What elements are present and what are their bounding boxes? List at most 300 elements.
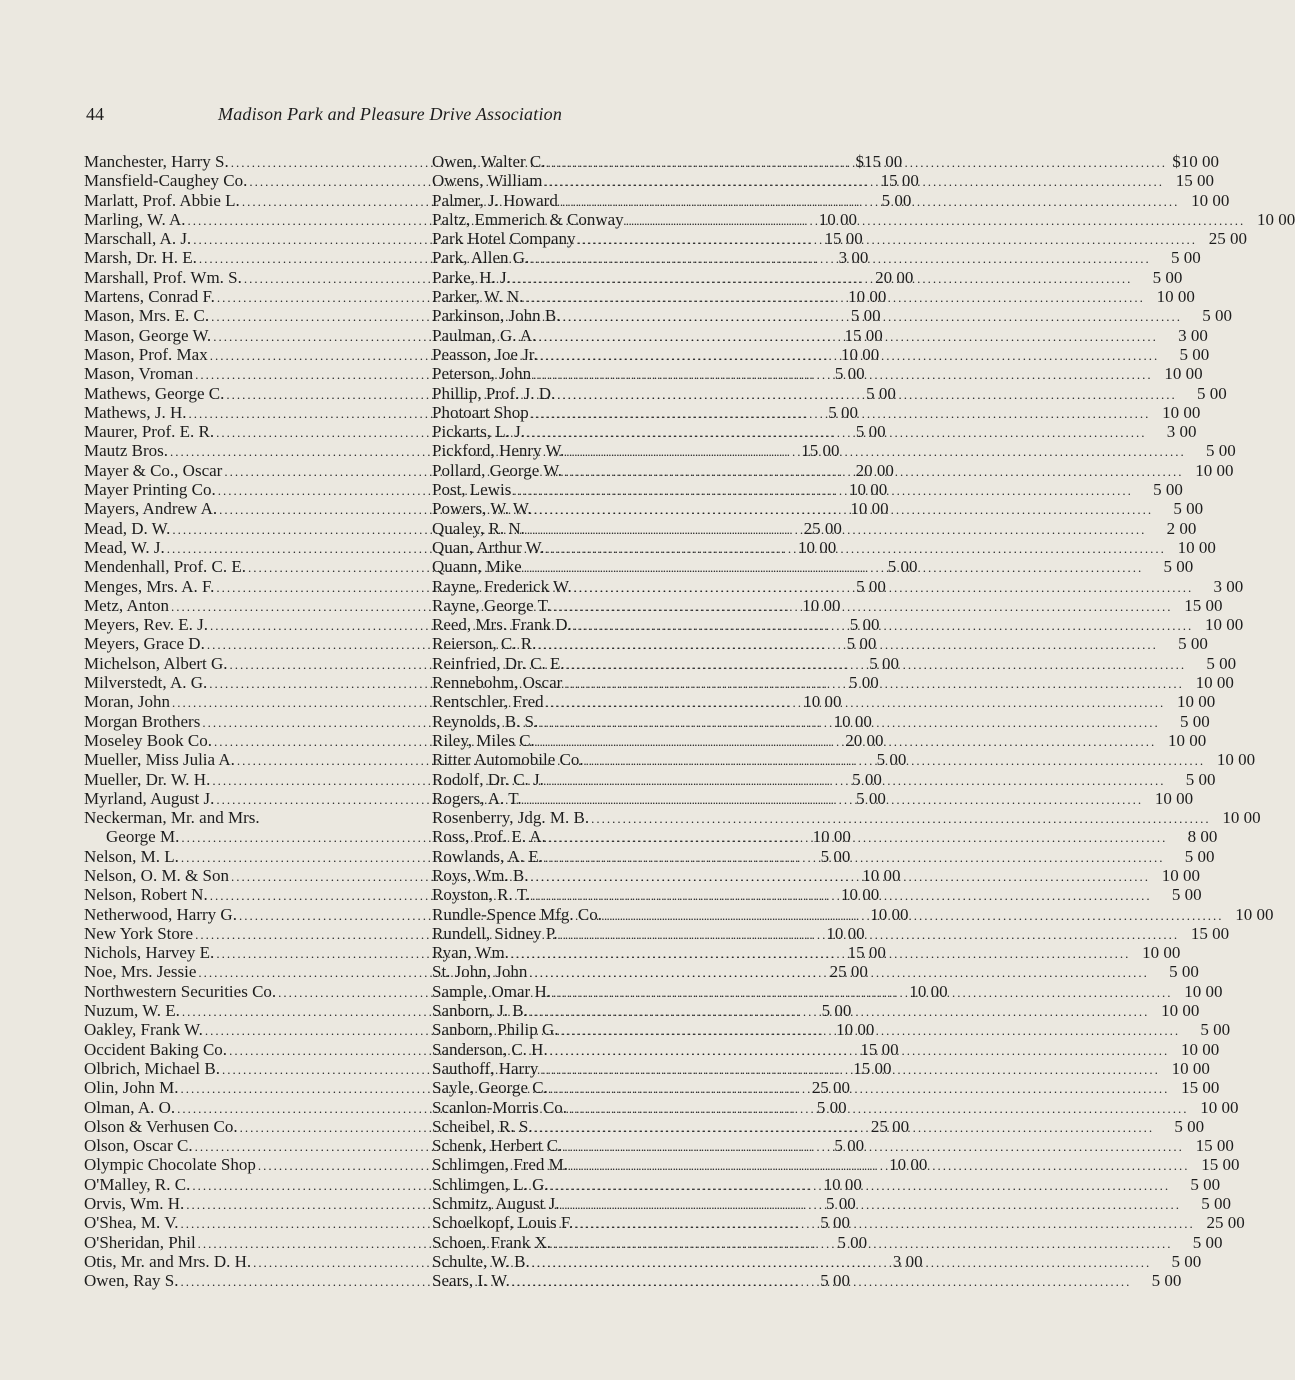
contribution-amount: 5 00 <box>820 1271 850 1291</box>
contributor-name: Owen, Ray S. <box>84 1271 179 1291</box>
contribution-amount: 10 00 <box>1176 692 1216 712</box>
contribution-amount: 15 00 <box>853 1058 892 1078</box>
contribution-amount: 10 00 <box>1205 615 1244 635</box>
contribution-amount: 15 00 <box>860 1039 899 1059</box>
dot-leader <box>570 1156 1190 1175</box>
contribution-amount: 10 00 <box>909 981 948 1001</box>
contribution-amount: 5 00 <box>1173 499 1204 519</box>
contributor-name: Marling, W. A. <box>84 209 186 229</box>
contribution-amount: 15 00 <box>1175 171 1214 191</box>
list-item <box>432 287 1195 307</box>
contributor-name: Reed, Mrs. Frank D. <box>432 615 572 635</box>
dot-leader <box>569 1099 1189 1118</box>
contributor-name: Morgan Brothers <box>84 711 201 731</box>
contribution-amount: 10 00 <box>1184 981 1223 1001</box>
dot-leader <box>550 1041 1170 1060</box>
contribution-amount: 10 00 <box>1222 808 1261 828</box>
dot-leader <box>532 886 1152 905</box>
contribution-amount: 10 00 <box>1164 364 1203 384</box>
list-item <box>432 981 1223 1001</box>
dot-leader <box>553 1234 1173 1253</box>
contribution-amount: 5 00 <box>821 1001 852 1021</box>
contribution-amount: 10 00 <box>840 885 880 905</box>
contribution-amount: 15 00 <box>801 441 840 461</box>
page-header <box>86 104 656 130</box>
contributor-name: Pollard, George W. <box>432 460 563 480</box>
contribution-amount: 15 00 <box>847 943 886 963</box>
contribution-amount: 25 00 <box>829 962 868 982</box>
dot-leader <box>561 1021 1181 1040</box>
contribution-amount: 10 00 <box>1171 1058 1210 1078</box>
contribution-amount: 5 00 <box>856 788 886 808</box>
contribution-amount: 25 00 <box>1206 1213 1245 1233</box>
list-item <box>432 1232 1223 1252</box>
dot-leader <box>540 713 1160 732</box>
contributor-name: St. John, John <box>432 962 528 982</box>
dot-leader <box>531 404 1151 423</box>
dot-leader <box>562 1195 1182 1214</box>
dot-leader <box>540 346 1160 365</box>
contribution-amount: 5 00 <box>1200 1020 1231 1040</box>
contributor-name: Post, Lewis <box>432 480 512 500</box>
contribution-amount: 10 00 <box>840 344 880 364</box>
contributor-name: Mayer Printing Co. <box>84 480 216 500</box>
contributor-name: Peasson, Joe Jr. <box>432 344 538 364</box>
list-item <box>432 808 1261 828</box>
contribution-amount: 5 00 <box>850 306 881 326</box>
contributor-name: Olin, John M. <box>84 1078 179 1098</box>
contribution-amount: 10 00 <box>802 595 841 615</box>
contributor-name: Nuzum, W. E. <box>84 1001 180 1021</box>
list-item <box>432 846 1215 866</box>
contributor-name: George M. <box>106 827 180 847</box>
contributor-name: Menges, Mrs. A. F. <box>84 576 215 596</box>
dot-leader <box>533 365 1153 384</box>
contributor-name: Nelson, Robert N. <box>84 885 208 905</box>
dot-leader <box>524 558 1144 577</box>
dot-leader <box>545 848 1165 867</box>
contributor-name: Mason, Vroman <box>84 364 194 384</box>
dot-leader <box>551 1176 1171 1195</box>
contribution-amount: 15 00 <box>1184 595 1223 615</box>
contributor-name: Sears, I. W. <box>432 1271 510 1291</box>
contributor-name: Mason, Prof. Max <box>84 344 208 364</box>
contribution-amount: 5 00 <box>820 846 851 866</box>
contribution-amount: 10 00 <box>803 692 842 712</box>
contribution-amount: 10 00 <box>889 1155 928 1175</box>
list-item <box>432 171 1214 191</box>
contributor-name: Pickarts, L. J. <box>432 422 526 442</box>
contribution-amount: 5 00 <box>1202 306 1232 326</box>
dot-leader <box>512 1272 1132 1291</box>
contribution-amount: 20 00 <box>855 460 894 480</box>
contribution-amount: 10 00 <box>1235 904 1274 924</box>
contribution-amount: 10 00 <box>862 865 901 885</box>
dot-leader <box>513 481 1133 500</box>
contributor-name: Neckerman, Mr. and Mrs. <box>84 808 260 828</box>
dot-leader <box>544 172 1164 191</box>
contribution-amount: 5 00 <box>1184 846 1215 866</box>
contributor-name: Schoen, Frank X. <box>432 1232 551 1252</box>
dot-leader <box>546 771 1166 790</box>
contribution-amount: 25 00 <box>1208 229 1248 249</box>
contribution-amount: 2 00 <box>1166 518 1197 538</box>
contributor-name: Paulman, G. A. <box>432 325 537 345</box>
contribution-amount: 10 00 <box>870 904 909 924</box>
contribution-amount: 10 00 <box>849 480 888 500</box>
contributor-name: Rentschler, Fred <box>432 692 544 712</box>
contribution-amount: 5 00 <box>846 634 877 654</box>
contributor-name: Mayers, Andrew A. <box>84 499 218 519</box>
dot-leader <box>575 1214 1195 1233</box>
contributor-name: Pickford, Henry W. <box>432 441 565 461</box>
dot-leader <box>548 828 1168 847</box>
contributor-name: Mathews, J. H. <box>84 402 187 422</box>
contribution-amount: 5 00 <box>834 1136 865 1156</box>
contribution-amount: 5 00 <box>837 1232 868 1252</box>
contribution-amount: 5 00 <box>1151 1271 1182 1291</box>
dot-leader <box>553 983 1173 1002</box>
contribution-amount: 5 00 <box>869 653 900 673</box>
contributor-name: Oakley, Frank W. <box>84 1020 203 1040</box>
list-item <box>432 537 1216 557</box>
contribution-amount: 5 00 <box>1179 344 1210 364</box>
contribution-amount: 10 00 <box>823 1174 862 1194</box>
contribution-amount: 5 00 <box>1180 711 1210 731</box>
contributor-name: Riley, Miles C. <box>432 730 535 750</box>
contributor-name: Nelson, O. M. & Son <box>84 865 229 885</box>
dot-leader <box>548 153 1168 172</box>
contributor-name: O'Sheridan, Phil <box>84 1232 196 1252</box>
contribution-amount: $15 00 <box>855 152 903 171</box>
contribution-amount: 8 00 <box>1187 827 1218 847</box>
contribution-amount: 5 00 <box>1171 248 1201 268</box>
contributor-name: Otis, Mr. and Mrs. D. H. <box>84 1251 252 1271</box>
dot-leader <box>538 635 1158 654</box>
contributor-name: Palmer, J. Howard <box>432 190 558 210</box>
contributor-name: Rowlands, A. E. <box>432 846 543 866</box>
contributor-name: Mathews, George C. <box>84 383 225 403</box>
contributor-name: Mead, W. J. <box>84 537 165 557</box>
contributor-name: Mayer & Co., Oscar <box>84 460 223 480</box>
contribution-amount: 10 00 <box>1156 287 1195 307</box>
contribution-amount: 10 00 <box>812 827 851 847</box>
dot-leader <box>537 732 1157 751</box>
dot-leader <box>562 307 1182 326</box>
contribution-amount: 5 00 <box>1205 441 1236 461</box>
contribution-amount: 5 00 <box>826 1194 856 1214</box>
contribution-amount: 15 00 <box>1190 923 1230 943</box>
contributor-name: Ryan, Wm. <box>432 943 509 963</box>
contribution-amount: 10 00 <box>818 209 858 229</box>
contributor-name: Noe, Mrs. Jessie <box>84 962 197 982</box>
dot-leader <box>566 442 1186 461</box>
contributor-name: Parke, H. J. <box>432 267 511 287</box>
contribution-amount: 10 00 <box>1161 865 1201 885</box>
contribution-amount: 10 00 <box>1216 750 1256 770</box>
contributor-name: Sample, Omar H. <box>432 981 551 1001</box>
running-title: Madison Park and Pleasure Drive Association <box>218 104 563 124</box>
contribution-amount: 25 00 <box>803 518 842 538</box>
contributor-name: Meyers, Grace D. <box>84 634 205 654</box>
contribution-amount: 5 00 <box>1174 1116 1205 1136</box>
dot-leader <box>538 327 1158 346</box>
contributor-name: Phillip, Prof. J. D. <box>432 383 556 403</box>
contribution-amount: 5 00 <box>876 750 907 770</box>
list-item <box>432 865 1201 885</box>
contributor-name: Nichols, Harvey E. <box>84 943 215 963</box>
contribution-amount: 10 00 <box>836 1020 875 1040</box>
list-item <box>432 209 1295 229</box>
list-item <box>432 653 1237 673</box>
contribution-amount: 10 00 <box>1200 1097 1239 1117</box>
contributor-name: Orvis, Wm. H. <box>84 1194 185 1214</box>
contribution-amount: $10 00 <box>1172 152 1220 171</box>
dot-leader <box>531 249 1151 268</box>
contributor-name: Moseley Book Co. <box>84 730 212 750</box>
dot-leader <box>560 925 1180 944</box>
contributor-name: Moran, John <box>84 692 170 712</box>
contribution-amount: 3 00 <box>838 248 869 268</box>
list-item <box>432 557 1194 577</box>
contributor-name: Schoelkopf, Louis F. <box>432 1213 574 1233</box>
contributor-name: Maurer, Prof. E. R. <box>84 422 215 442</box>
contributor-name: Scanlon-Morris Co. <box>432 1097 568 1117</box>
contributor-name: Schlimgen, L. G. <box>432 1174 549 1194</box>
dot-leader <box>534 500 1154 519</box>
contribution-amount: 5 00 <box>852 769 882 789</box>
contributor-name: Mautz Bros. <box>84 441 169 461</box>
dot-leader <box>530 1002 1150 1021</box>
contribution-amount: 5 00 <box>1178 634 1208 654</box>
contributor-name: Scheibel, R. S. <box>432 1116 533 1136</box>
contribution-amount: 15 00 <box>824 229 863 249</box>
contributor-name: Olbrich, Michael B. <box>84 1058 220 1078</box>
contribution-amount: 5 00 <box>1206 653 1237 673</box>
contribution-amount: 5 00 <box>1152 267 1183 287</box>
contribution-amount: 5 00 <box>816 1097 847 1117</box>
list-item <box>84 808 404 827</box>
contributor-name: Metz, Anton <box>84 595 169 615</box>
contribution-amount: 5 00 <box>820 1213 851 1233</box>
contributor-name: Schmitz, August J. <box>432 1194 560 1214</box>
contributor-name: Quan, Arthur W. <box>432 537 545 557</box>
contributor-name: Reierson, C. R. <box>432 634 537 654</box>
dot-leader <box>567 655 1187 674</box>
dot-leader <box>578 230 1198 249</box>
contributor-name: Reynolds, B. S. <box>432 711 539 731</box>
dot-leader <box>511 944 1131 963</box>
contribution-amount: 20 00 <box>845 730 884 750</box>
dot-leader <box>574 616 1194 635</box>
contribution-amount: 25 00 <box>811 1078 850 1098</box>
contribution-amount: 3 00 <box>1178 325 1208 345</box>
contributor-name: Rundle-Spence Mfg. Co. <box>432 904 602 924</box>
contribution-amount: 10 00 <box>850 499 889 519</box>
contributor-name: Roys, Wm. B. <box>432 865 529 885</box>
contributor-name: Martens, Conrad F. <box>84 287 215 307</box>
contributor-name: Occident Baking Co. <box>84 1039 228 1059</box>
contributor-name: Mueller, Dr. W. H. <box>84 769 211 789</box>
dot-leader <box>513 269 1133 288</box>
page-number: 44 <box>86 104 104 124</box>
dot-leader <box>546 539 1166 558</box>
contribution-amount: 5 00 <box>1201 1194 1232 1214</box>
dot-leader <box>557 385 1177 404</box>
contributor-name: Quann, Mike <box>432 557 522 577</box>
contributor-name: Owen, Walter C. <box>432 152 546 171</box>
contributor-name: Schulte, W. B. <box>432 1251 530 1271</box>
list-item <box>432 1136 1234 1156</box>
contributor-name: Rogers, A. T. <box>432 788 522 808</box>
dot-leader <box>527 423 1147 442</box>
list-item <box>432 634 1208 654</box>
contributor-name: Milverstedt, A. G. <box>84 673 208 693</box>
contributor-name: Royston, R. T. <box>432 885 531 905</box>
contributor-name: Ritter Automobile Co. <box>432 750 584 770</box>
contributor-name: Rayne, George T. <box>432 595 551 615</box>
contributor-name: Mueller, Miss Julia A. <box>84 750 235 770</box>
contribution-amount: 10 00 <box>798 537 837 557</box>
dot-leader <box>586 751 1206 770</box>
dot-leader <box>560 192 1180 211</box>
list-item <box>432 306 1232 326</box>
contributor-name: Qualey, R. N. <box>432 518 525 538</box>
contribution-amount: 5 00 <box>849 615 880 635</box>
contributor-name: Michelson, Albert G. <box>84 653 228 673</box>
contribution-amount: 5 00 <box>1163 557 1194 577</box>
contribution-amount: 15 00 <box>1201 1155 1240 1175</box>
contributor-name: Marsh, Dr. H. E. <box>84 248 197 268</box>
contributor-name: Northwestern Securities Co. <box>84 981 277 1001</box>
dot-leader <box>564 462 1184 481</box>
dot-leader <box>527 520 1147 539</box>
contributor-name: Olympic Chocolate Shop <box>84 1155 256 1175</box>
contribution-amount: 5 00 <box>1171 885 1202 905</box>
contributor-name: New York Store <box>84 923 194 943</box>
contributor-name: Ross, Prof. E. A. <box>432 827 546 847</box>
contributor-name: Marshall, Prof. Wm. S. <box>84 267 242 287</box>
contribution-amount: 10 00 <box>1168 730 1207 750</box>
contribution-amount: 5 00 <box>849 673 879 693</box>
contribution-amount: 10 00 <box>1142 943 1181 963</box>
contributor-name: Manchester, Harry S. <box>84 152 229 171</box>
contributor-name: Netherwood, Harry G. <box>84 904 237 924</box>
contributor-name: Olman, A. O. <box>84 1097 176 1117</box>
contributor-name: Olson, Oscar C. <box>84 1136 193 1156</box>
contribution-amount: 15 00 <box>1181 1078 1220 1098</box>
contributor-name: Sanderson, C. H. <box>432 1039 548 1059</box>
contribution-amount: 5 00 <box>1192 1232 1223 1252</box>
contributor-name: Park Hotel Company <box>432 229 576 249</box>
contribution-amount: 10 00 <box>826 923 865 943</box>
dot-leader <box>529 963 1149 982</box>
contribution-amount: 10 00 <box>848 287 887 307</box>
contribution-amount: 3 00 <box>892 1251 923 1271</box>
dot-leader <box>535 1118 1155 1137</box>
contribution-amount: 10 00 <box>1177 537 1216 557</box>
dot-leader <box>524 790 1144 809</box>
contribution-amount: 5 00 <box>1197 383 1227 403</box>
contributor-name: Nelson, M. L. <box>84 846 179 866</box>
dot-leader <box>540 1060 1160 1079</box>
contributor-name: Meyers, Rev. E. J. <box>84 615 209 635</box>
contribution-amount: 3 00 <box>1166 422 1197 442</box>
contributor-name: Rennebohm, Oscar <box>432 673 563 693</box>
contributor-name: Marschall, A. J. <box>84 229 192 249</box>
contributor-name: Paltz, Emmerich & Conway <box>432 209 624 229</box>
contributor-name: Sayle, George C. <box>432 1078 548 1098</box>
contributor-name: Olson & Verhusen Co. <box>84 1116 238 1136</box>
contributor-name: Reinfried, Dr. C. E. <box>432 653 565 673</box>
list-item <box>432 383 1227 403</box>
dot-leader <box>574 578 1194 597</box>
dot-leader <box>553 597 1173 616</box>
contribution-amount: 25 00 <box>870 1116 910 1136</box>
list-item <box>432 692 1216 712</box>
contribution-amount: 15 00 <box>844 325 883 345</box>
contribution-amount: 3 00 <box>1213 576 1244 596</box>
contribution-amount: 10 00 <box>1191 190 1230 210</box>
contribution-amount: 10 00 <box>1161 1001 1200 1021</box>
contribution-amount: 5 00 <box>834 364 865 384</box>
dot-leader <box>546 693 1166 712</box>
list-item <box>432 904 1274 924</box>
dot-leader <box>531 867 1151 886</box>
contributor-name: Sanborn, Philip G. <box>432 1020 559 1040</box>
contributor-name: Rayne, Frederick W. <box>432 576 572 596</box>
contributor-name: Schenk, Herbert C. <box>432 1136 563 1156</box>
contribution-amount: 5 00 <box>1153 480 1183 500</box>
dot-leader <box>532 1253 1152 1272</box>
contributor-name: Owens, William <box>432 171 543 191</box>
contribution-amount: 15 00 <box>880 171 919 191</box>
contributor-name: Photoart Shop <box>432 402 529 422</box>
contributor-name: Peterson, John <box>432 364 532 384</box>
contributor-name: Rodolf, Dr. C. J. <box>432 769 544 789</box>
contribution-amount: 10 00 <box>1195 673 1234 693</box>
contributor-name: O'Shea, M. V. <box>84 1213 179 1233</box>
contribution-amount: 20 00 <box>875 267 914 287</box>
contribution-amount: 10 00 <box>1195 460 1234 480</box>
list-item <box>432 1194 1232 1214</box>
contribution-amount: 5 00 <box>856 576 886 596</box>
contributor-name: Rundell, Sidney P. <box>432 923 558 943</box>
contributor-name: Mason, George W. <box>84 325 212 345</box>
contributor-name: Sanborn, J. B. <box>432 1001 528 1021</box>
contributor-name: Park, Allen G. <box>432 248 530 268</box>
contribution-amount: 10 00 <box>833 711 872 731</box>
contribution-amount: 5 00 <box>828 402 858 422</box>
contribution-amount: 15 00 <box>1195 1136 1234 1156</box>
contributor-name: Mead, D. W. <box>84 518 171 538</box>
contribution-amount: 5 00 <box>1169 962 1199 982</box>
dot-leader <box>626 211 1246 230</box>
contribution-amount: 5 00 <box>855 422 886 442</box>
dot-leader <box>525 288 1145 307</box>
dot-leader <box>564 1137 1184 1156</box>
contribution-amount: 10 00 <box>1162 402 1201 422</box>
contribution-amount: 10 00 <box>1256 209 1295 229</box>
dot-leader <box>591 809 1211 828</box>
contribution-amount: 5 00 <box>1190 1174 1221 1194</box>
list-item <box>432 1271 1182 1291</box>
contributor-name: O'Malley, R. C. <box>84 1174 191 1194</box>
list-item <box>432 1213 1245 1233</box>
contribution-amount: 5 00 <box>881 190 912 210</box>
contributor-name: Sauthoff, Harry <box>432 1058 539 1078</box>
contributor-name: Parkinson, John B. <box>432 306 561 326</box>
